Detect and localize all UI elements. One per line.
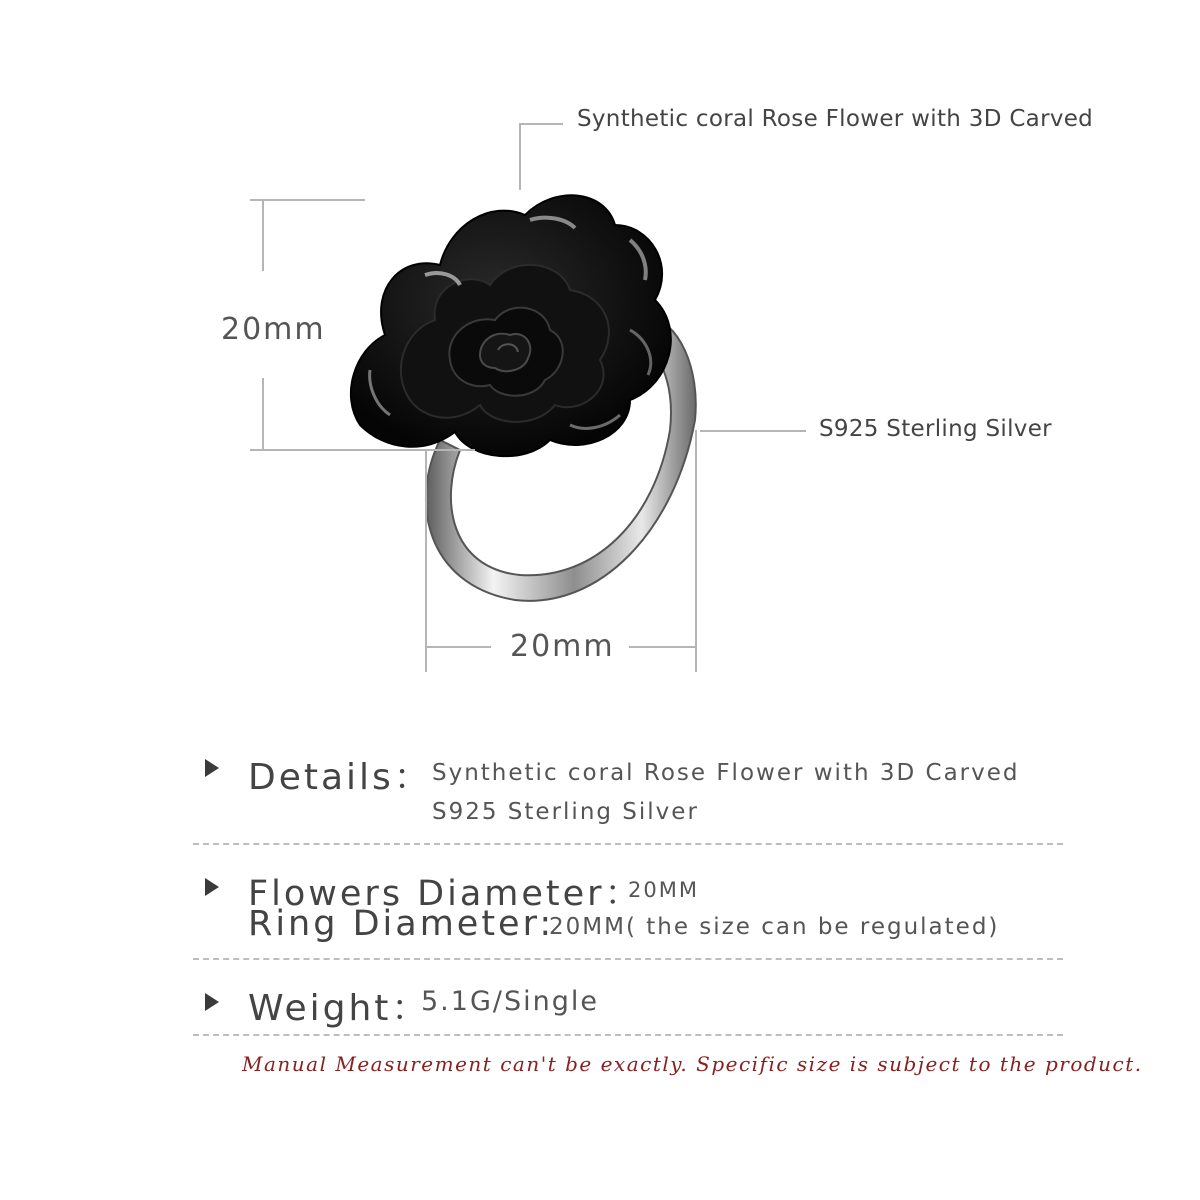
width-dimension-line-left bbox=[425, 646, 491, 648]
height-dimension-line-lower bbox=[262, 378, 264, 450]
width-dimension-right-tick bbox=[695, 430, 697, 672]
width-dimension-line-right bbox=[629, 646, 696, 648]
height-dimension-label: 20mm bbox=[221, 312, 326, 347]
weight-value: 5.1G/Single bbox=[421, 986, 599, 1017]
callout-top-text: Synthetic coral Rose Flower with 3D Carved bbox=[577, 106, 1094, 132]
ring-product-image bbox=[330, 170, 710, 620]
height-dimension-line-upper bbox=[262, 199, 264, 271]
flowers-diameter-label: Flowers Diameter： bbox=[248, 874, 643, 914]
weight-label: Weight： bbox=[248, 988, 431, 1029]
triangle-bullet-icon bbox=[205, 993, 219, 1011]
measurement-note: Manual Measurement can't be exactly. Specific size is subject to the product. bbox=[242, 1052, 1143, 1076]
flowers-diameter-value: 20MM bbox=[628, 878, 699, 902]
ring-diameter-value: 20MM( the size can be regulated) bbox=[549, 914, 1000, 940]
callout-top-leader bbox=[519, 123, 563, 125]
callout-top-leader-vertical bbox=[519, 123, 521, 190]
height-dimension-bottom-tick bbox=[250, 449, 475, 451]
width-dimension-left-tick bbox=[425, 450, 427, 672]
triangle-bullet-icon bbox=[205, 878, 219, 896]
divider-2 bbox=[193, 958, 1063, 960]
callout-right-text: S925 Sterling Silver bbox=[819, 416, 1052, 442]
triangle-bullet-icon bbox=[205, 759, 219, 777]
divider-1 bbox=[193, 843, 1063, 845]
callout-right-leader bbox=[700, 430, 806, 432]
divider-3 bbox=[193, 1034, 1063, 1036]
black-rose bbox=[351, 195, 671, 456]
details-label: Details： bbox=[248, 757, 433, 798]
details-line-2: S925 Sterling Silver bbox=[432, 799, 699, 825]
details-line-1: Synthetic coral Rose Flower with 3D Carved bbox=[432, 760, 1020, 786]
ring-diameter-label: Ring Diameter: bbox=[248, 904, 555, 944]
height-dimension-top-tick bbox=[250, 199, 365, 201]
width-dimension-label: 20mm bbox=[510, 629, 615, 664]
